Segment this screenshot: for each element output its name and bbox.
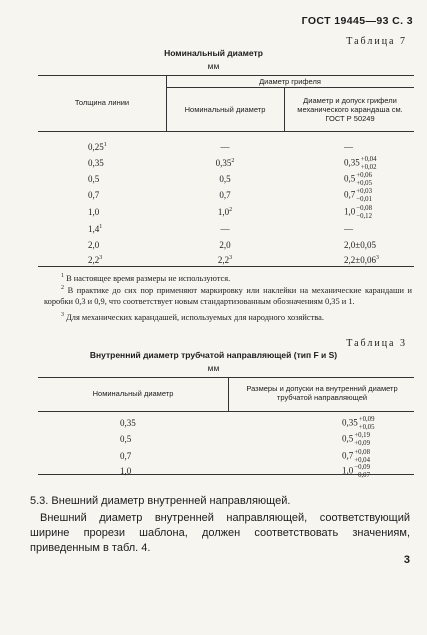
footnote-text: В практике до сих пор применяют маркировку или наклейки на механические карандаши и коробки 0,3 и 0,9, что соответствует новым стандартизованным обозначениям 0,35 и 1. (44, 285, 412, 306)
value: 0,7 (342, 450, 354, 461)
table-3-cell-tolerance (342, 464, 370, 479)
table-7-cell-tolerance (344, 255, 379, 265)
table-3-cell-tolerance (342, 416, 374, 431)
tolerance-c2 (359, 416, 375, 431)
value-c3: — (344, 142, 353, 152)
table-7-label: Таблица 7 (346, 36, 407, 47)
value: 0,5 (342, 433, 354, 444)
footnote-mark: 3 (61, 312, 64, 318)
section-text: Внешний диаметр внутренней направляющей, соответствующий ширине прорези шаблона, должен соответствовать значениям, приведенным в табл. 4. (30, 512, 410, 554)
footnote-mark: 2 (61, 285, 64, 291)
value-c3: 0,7 (344, 189, 356, 200)
tolerance-lower: +0,09 (354, 439, 370, 447)
table-7-cell-nominal (166, 255, 284, 265)
value-c2: 2,0 (219, 240, 231, 250)
tolerance-upper: −0,09 (354, 464, 370, 471)
table-7-header-lead-diameter: Диаметр грифеля (259, 77, 321, 86)
value-c3: — (344, 224, 353, 234)
footnote (44, 310, 412, 323)
value-c1: 0,25 (88, 142, 104, 152)
table-7-cell-thickness (88, 174, 99, 184)
footnote-mark-c1: 1 (99, 224, 103, 230)
table-7-cell-tolerance (344, 240, 376, 250)
footnote-mark-c2: 2 (229, 207, 233, 213)
value-c1: 0,7 (88, 190, 100, 200)
footnote-mark-c3: 3 (375, 255, 379, 261)
table-7-header-tolerance: Диаметр и допуск грифели механического карандаша см. ГОСТ Р 50249 (297, 96, 403, 123)
table-3-title: Внутренний диаметр трубчатой направляющей (тип F и S) (89, 350, 338, 360)
table-7-cell-tolerance (344, 156, 376, 171)
table-3-cell-nominal: 1,0 (120, 466, 132, 476)
tolerance-lower: −0,07 (354, 471, 370, 479)
footnote-text: В настоящее время размеры не используются. (64, 273, 231, 283)
value-c2: 0,7 (219, 190, 231, 200)
table-7-cell-nominal (166, 240, 284, 250)
value-c1: 1,0 (88, 207, 100, 217)
footnote-mark-c2: 3 (229, 255, 233, 261)
tolerance-c3 (361, 156, 377, 171)
tolerance-c3 (356, 172, 372, 187)
value-c1: 2,2 (88, 255, 100, 265)
tolerance-c3 (356, 205, 372, 220)
footnote (44, 271, 412, 284)
value-c2: — (220, 224, 230, 234)
table-7-header-nominal: Номинальный диаметр (184, 105, 266, 114)
table-7-cell-thickness (88, 207, 99, 217)
tolerance-c2 (354, 464, 370, 479)
value-c1: 1,4 (88, 224, 100, 234)
value: 0,35 (342, 417, 358, 428)
value-c3: 0,35 (344, 157, 360, 168)
footnote-mark-c1: 3 (99, 255, 103, 261)
table-3-header-tolerance: Размеры и допуски на внутренний диаметр трубчатой направляющей (246, 384, 398, 402)
footnote-mark-c1: 1 (103, 142, 107, 148)
value-c2: 0,5 (219, 174, 231, 184)
tolerance-upper: +0,09 (358, 416, 375, 423)
value-c1: 0,5 (88, 174, 100, 184)
table-3-cell-tolerance (342, 432, 370, 447)
page-number: 3 (403, 554, 410, 566)
value-c3: 2,0±0,05 (344, 240, 376, 250)
table-7-cell-tolerance (344, 205, 372, 220)
value-c2: 2,2 (217, 255, 230, 265)
tolerance-lower: +0,04 (354, 456, 370, 464)
footnote-text: Для механических карандашей, используемых для народного хозяйства. (64, 312, 324, 322)
table-7-cell-thickness (88, 190, 99, 200)
page-header: ГОСТ 19445—93 С. 3 (301, 15, 413, 27)
table-3-cell-nominal: 0,5 (120, 434, 132, 444)
table-3-label: Таблица 3 (346, 338, 407, 349)
value-c2: 1,0 (217, 207, 230, 217)
table-3-cell-nominal: 0,35 (120, 418, 136, 428)
tolerance-lower: +0,05 (356, 179, 372, 187)
tolerance-lower: −0,01 (356, 195, 372, 203)
table-3-cell-tolerance (342, 449, 370, 464)
value-c1: 0,35 (88, 158, 104, 168)
table-7-cell-thickness (88, 255, 102, 265)
table-7-cell-nominal (166, 207, 284, 217)
table-7-cell-nominal (166, 190, 284, 200)
tolerance-upper: +0,19 (354, 432, 370, 439)
table-3-header-nominal: Номинальный диаметр (92, 389, 174, 398)
table-7-cell-tolerance (344, 142, 353, 152)
table-7-cell-thickness (88, 240, 99, 250)
footnote (44, 283, 412, 307)
tolerance-c2 (354, 432, 370, 447)
table-7-cell-tolerance (344, 172, 372, 187)
tolerance-c2 (354, 449, 370, 464)
table-7-unit: мм (207, 61, 220, 71)
footnote-mark: 1 (61, 273, 64, 279)
tolerance-upper: +0,06 (356, 172, 372, 179)
tolerance-c3 (356, 188, 372, 203)
table-7-cell-thickness (88, 158, 104, 168)
value-c3: 1,0 (344, 206, 356, 217)
value-c3: 0,5 (344, 173, 356, 184)
table-7-header-line-thickness: Толщина линии (74, 98, 130, 107)
tolerance-upper: +0,08 (354, 449, 370, 456)
table-3-unit: мм (207, 363, 220, 373)
tolerance-lower: +0,05 (358, 423, 375, 431)
tolerance-upper: −0,08 (356, 205, 372, 212)
table-7-cell-tolerance (344, 188, 372, 203)
value-c2: 0,35 (215, 158, 232, 168)
table-7-cell-nominal (166, 142, 284, 152)
footnote-mark-c2: 2 (231, 158, 235, 164)
tolerance-upper: +0,03 (356, 188, 372, 195)
tolerance-upper: +0,04 (360, 156, 377, 163)
tolerance-lower: +0,02 (360, 163, 377, 171)
table-7-cell-nominal (166, 174, 284, 184)
table-3-cell-nominal: 0,7 (120, 451, 132, 461)
table-7-cell-nominal (166, 224, 284, 234)
section-heading: 5.3. Внешний диаметр внутренней направляющей. (30, 495, 291, 507)
value-c1: 2,0 (88, 240, 100, 250)
table-7-cell-nominal (166, 158, 284, 168)
tolerance-lower: −0,12 (356, 212, 372, 220)
table-7-cell-thickness (88, 142, 107, 152)
value-c2: — (220, 142, 230, 152)
table-7-title: Номинальный диаметр (164, 48, 263, 58)
table-7-cell-thickness (88, 224, 102, 234)
value-c3: 2,2±0,06 (344, 255, 376, 265)
table-7-cell-tolerance (344, 224, 353, 234)
value: 1,0 (342, 465, 354, 476)
